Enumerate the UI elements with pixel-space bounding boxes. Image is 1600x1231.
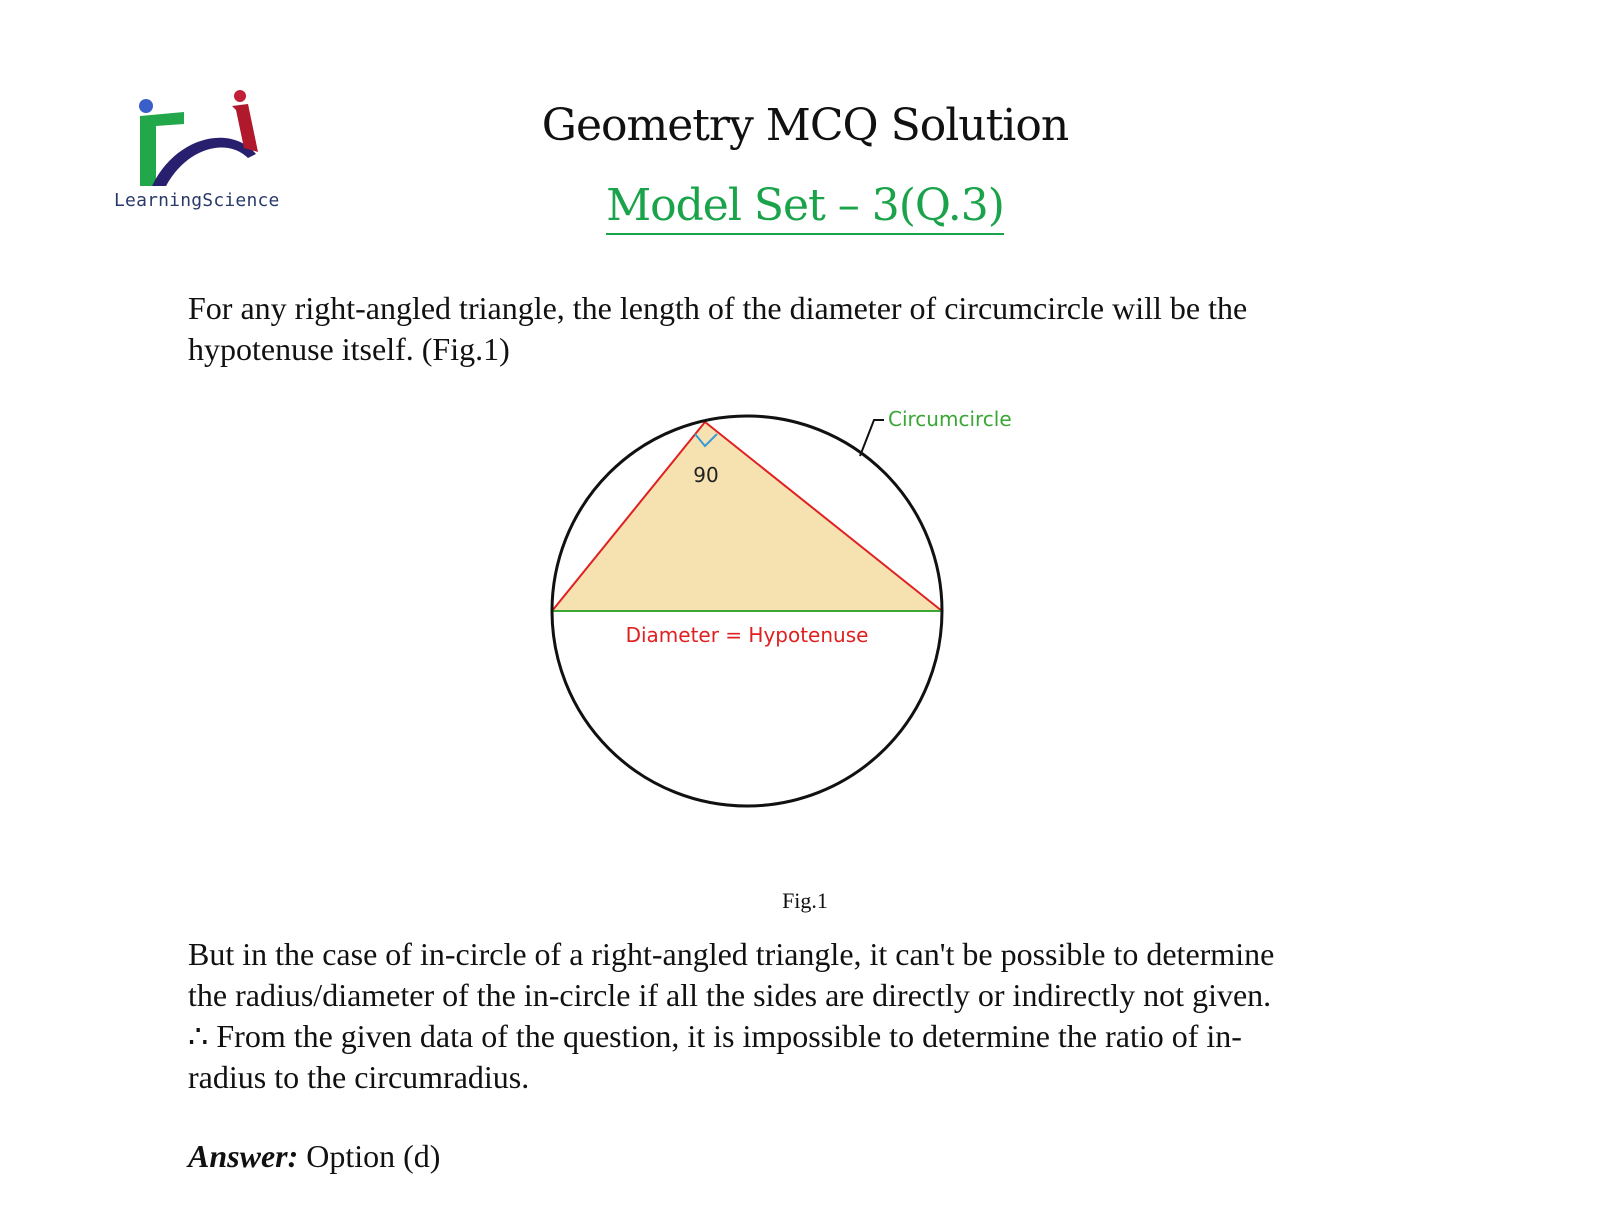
page-subtitle: Model Set – 3(Q.3) (606, 180, 1004, 235)
circumcircle-pointer (860, 420, 884, 456)
paragraph1-line1: For any right-angled triangle, the length of the diameter of circumcircle will be the (188, 290, 1248, 326)
page-title: Geometry MCQ Solution (541, 100, 1069, 151)
triangle-fill (552, 422, 942, 611)
paragraph2-line1: But in the case of in-circle of a right-angled triangle, it can't be possible to determine (188, 936, 1275, 972)
paragraph-incircle (188, 934, 1428, 1098)
figure-circumcircle (540, 410, 1070, 830)
paragraph2-line4: radius to the circumradius. (188, 1059, 530, 1095)
figure-caption: Fig.1 (782, 888, 828, 913)
circumcircle-diagram (540, 410, 1070, 830)
answer-value: Option (d) (306, 1138, 441, 1174)
paragraph2-line2: the radius/diameter of the in-circle if all the sides are directly or indirectly not given. (188, 977, 1272, 1013)
subtitle-container (0, 180, 1600, 235)
paragraph-circumcircle (188, 288, 1428, 370)
diameter-label: Diameter = Hypotenuse (625, 623, 869, 647)
answer-line (188, 1138, 440, 1175)
angle-label: 90 (693, 463, 719, 487)
logo-brand-text: LearningScience (114, 190, 280, 211)
circumcircle-label: Circumcircle (888, 410, 1012, 431)
paragraph2-line3: ∴ From the given data of the question, it is impossible to determine the ratio of in- (188, 1018, 1242, 1054)
answer-label: Answer: (188, 1138, 299, 1174)
paragraph1-line2: hypotenuse itself. (Fig.1) (188, 331, 510, 367)
